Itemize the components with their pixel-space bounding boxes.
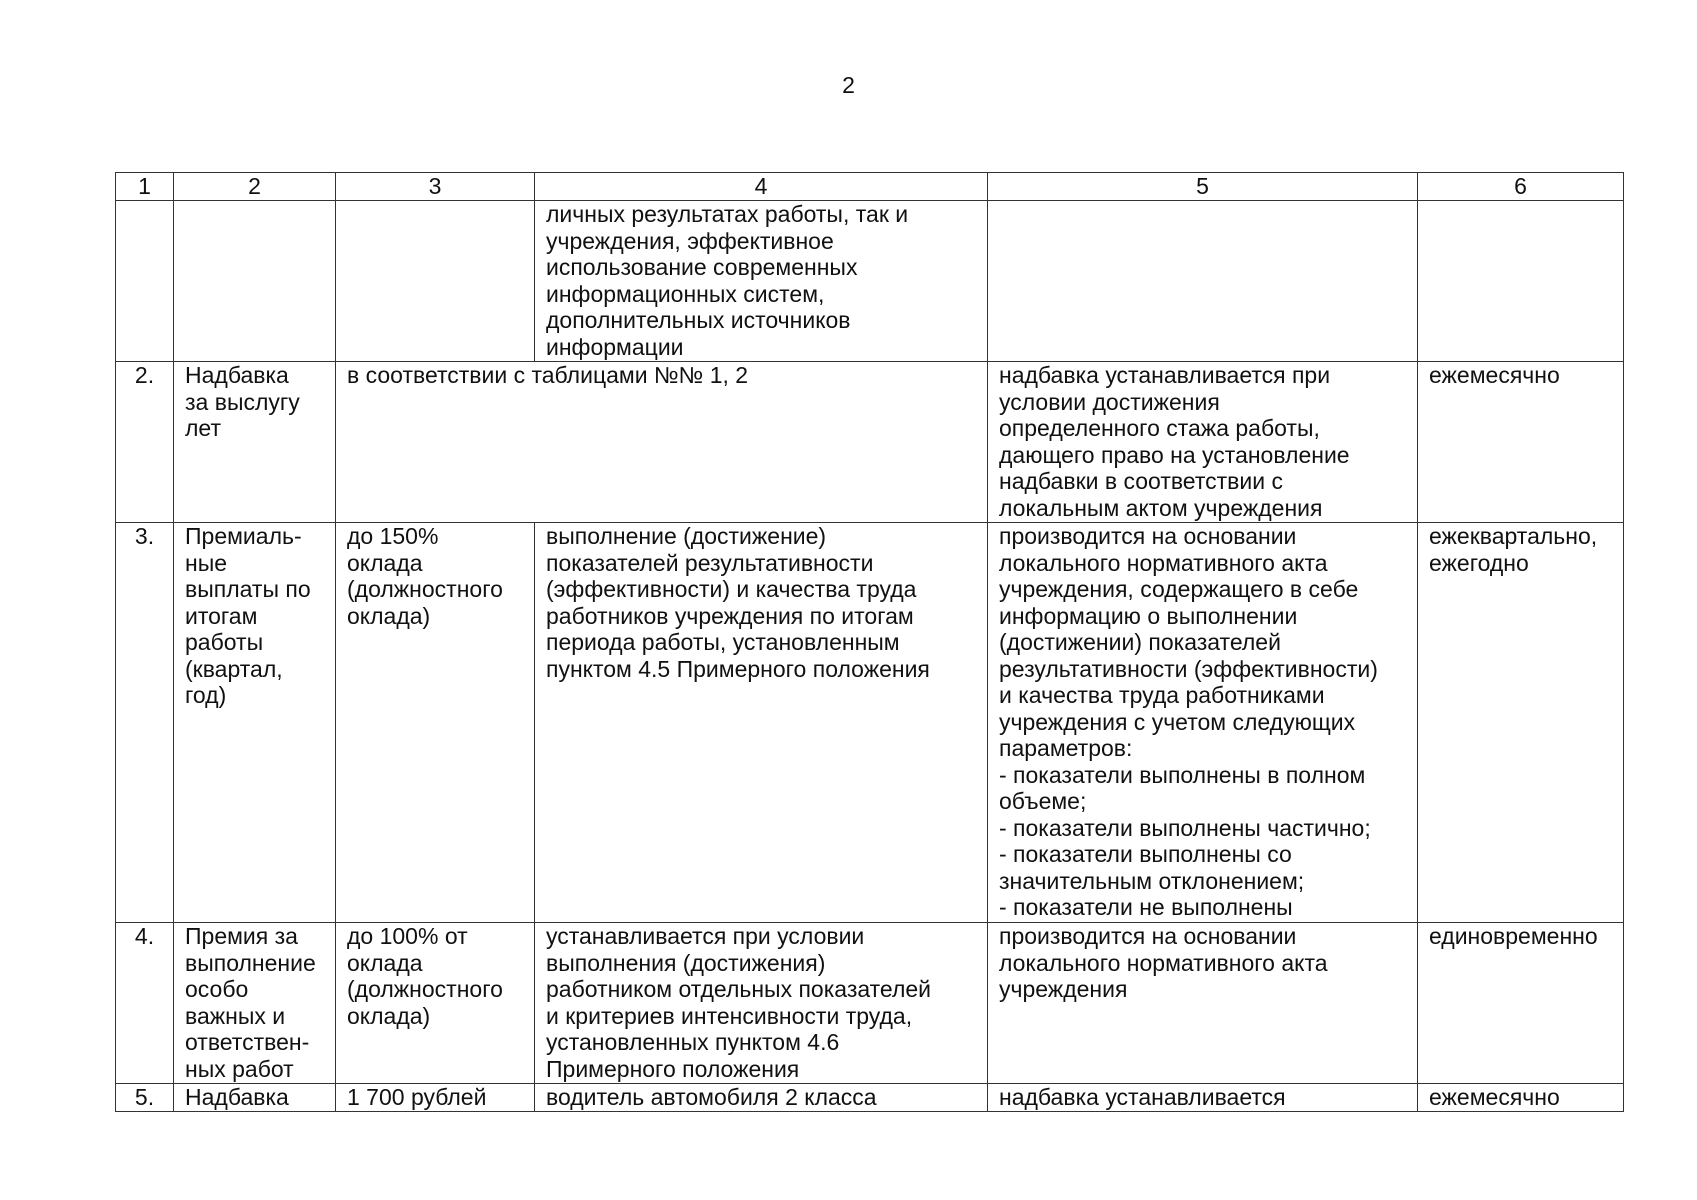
amount-cell: до 150% оклада (должностного оклада) bbox=[336, 523, 535, 923]
row-number-cell: 2. bbox=[116, 362, 174, 523]
name-cell: Надбавка bbox=[174, 1084, 336, 1112]
amount-cell: до 100% от оклада (должностного оклада) bbox=[336, 923, 535, 1084]
header-cell: 3 bbox=[336, 173, 535, 201]
name-cell bbox=[174, 201, 336, 362]
table-row bbox=[116, 1084, 1624, 1112]
header-cell: 2 bbox=[174, 173, 336, 201]
name-cell: Премия за выполнение особо важных и ответствен- ных работ bbox=[174, 923, 336, 1084]
criteria-cell: водитель автомобиля 2 класса bbox=[535, 1084, 988, 1112]
frequency-cell: единовременно bbox=[1418, 923, 1624, 1084]
criteria-cell: устанавливается при условии выполнения (достижения) работником отдельных показателей и критериев интенсивности труда, установленных пунктом 4.6 Примерного положения bbox=[535, 923, 988, 1084]
header-cell: 1 bbox=[116, 173, 174, 201]
table-row bbox=[116, 201, 1624, 362]
page-number: 2 bbox=[842, 72, 855, 98]
table-row bbox=[116, 923, 1624, 1084]
table-row bbox=[116, 362, 1624, 523]
table-row bbox=[116, 523, 1624, 923]
header-cell: 6 bbox=[1418, 173, 1624, 201]
row-number-cell: 3. bbox=[116, 523, 174, 923]
row-number-cell: 4. bbox=[116, 923, 174, 1084]
header-cell: 5 bbox=[988, 173, 1418, 201]
frequency-cell: ежеквартально, ежегодно bbox=[1418, 523, 1624, 923]
conditions-cell: надбавка устанавливается при условии достижения определенного стажа работы, дающего право на установление надбавки в соответствии с локальным актом учреждения bbox=[988, 362, 1418, 523]
name-cell: Надбавка за выслугу лет bbox=[174, 362, 336, 523]
document-table bbox=[115, 172, 1624, 1112]
amount-cell: 1 700 рублей bbox=[336, 1084, 535, 1112]
conditions-cell: производится на основании локального нормативного акта учреждения, содержащего в себе информацию о выполнении (достижении) показателей результативности (эффективности) и качества труда работниками учреждения с учетом следующих параметров: - показатели выполнены в полном объеме; - показатели выполнены частично; - показатели выполнены со значительным отклонением; - показатели не выполнены bbox=[988, 523, 1418, 923]
criteria-cell: выполнение (достижение) показателей результативности (эффективности) и качества труда работников учреждения по итогам периода работы, установленным пунктом 4.5 Примерного положения bbox=[535, 523, 988, 923]
row-number-cell: 5. bbox=[116, 1084, 174, 1112]
conditions-cell: производится на основании локального нормативного акта учреждения bbox=[988, 923, 1418, 1084]
frequency-cell: ежемесячно bbox=[1418, 362, 1624, 523]
table-header-row bbox=[116, 173, 1624, 201]
merged-amount-criteria-cell: в соответствии с таблицами №№ 1, 2 bbox=[336, 362, 988, 523]
conditions-cell: надбавка устанавливается bbox=[988, 1084, 1418, 1112]
header-cell: 4 bbox=[535, 173, 988, 201]
amount-cell bbox=[336, 201, 535, 362]
name-cell: Премиаль- ные выплаты по итогам работы (квартал, год) bbox=[174, 523, 336, 923]
row-number-cell bbox=[116, 201, 174, 362]
criteria-cell: личных результатах работы, так и учреждения, эффективное использование современных информационных систем, дополнительных источников информации bbox=[535, 201, 988, 362]
frequency-cell bbox=[1418, 201, 1624, 362]
conditions-cell bbox=[988, 201, 1418, 362]
frequency-cell: ежемесячно bbox=[1418, 1084, 1624, 1112]
